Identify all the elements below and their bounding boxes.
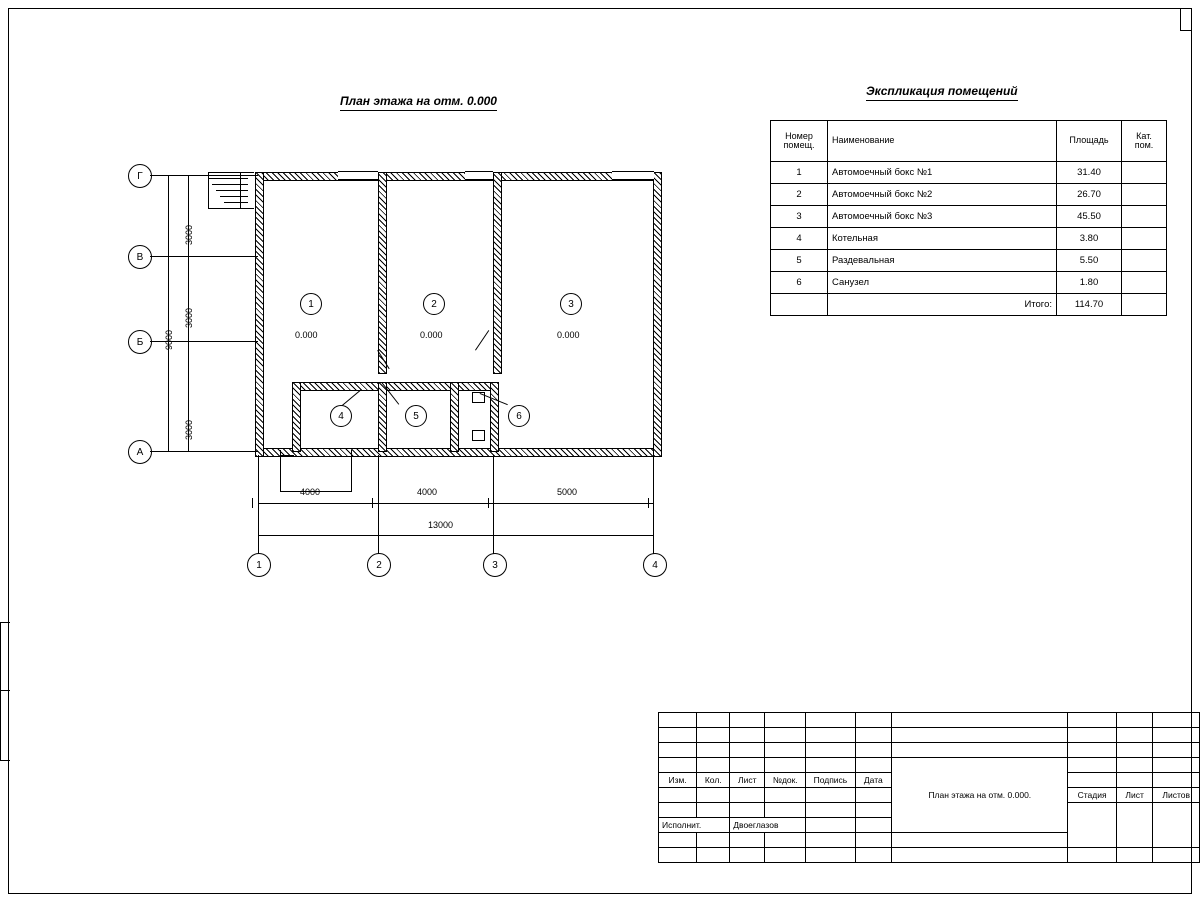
table-row — [771, 184, 1167, 206]
stair-tread-4 — [220, 196, 248, 197]
tb-cell — [855, 758, 892, 773]
cell-area: 5.50 — [1057, 250, 1122, 272]
performer-label: Исполнит. — [659, 818, 730, 833]
stage-label: Стадия — [1068, 788, 1116, 803]
service-partition-a — [378, 382, 387, 452]
dim-tick-h-1 — [372, 498, 373, 508]
tb-cell — [892, 713, 1068, 728]
tb-cell — [1068, 743, 1116, 758]
tb-cell — [765, 713, 806, 728]
wall-left — [255, 172, 264, 457]
tb-cell — [659, 713, 697, 728]
room-marker-1[interactable]: 1 — [300, 293, 322, 315]
tb-cell — [1068, 713, 1116, 728]
tb-cell — [730, 758, 765, 773]
service-block-left-wall — [292, 382, 301, 452]
elevation-mark-3: 0.000 — [557, 330, 580, 340]
stair-tread-5 — [224, 202, 248, 203]
tb-cell — [730, 728, 765, 743]
elevation-mark-2: 0.000 — [420, 330, 443, 340]
tb-cell — [855, 788, 892, 803]
tb-cell — [697, 788, 730, 803]
stair-tread-3 — [216, 190, 248, 191]
tb-cell — [697, 728, 730, 743]
tb-cell — [855, 803, 892, 818]
cell-name: Раздевальная — [828, 250, 1057, 272]
elevation-mark-1: 0.000 — [295, 330, 318, 340]
cell-number: 3 — [771, 206, 828, 228]
title-block-row — [659, 743, 1200, 758]
header-area: Площадь — [1057, 121, 1122, 162]
cell-name: Автомоечный бокс №1 — [828, 162, 1057, 184]
col-izm: Изм. — [659, 773, 697, 788]
title-block-row — [659, 728, 1200, 743]
dim-horizontal-4000-a: 4000 — [300, 487, 321, 497]
tb-cell — [1116, 713, 1153, 728]
partition-axis-3 — [493, 172, 502, 374]
tb-cell — [659, 803, 697, 818]
sheets-label: Листов — [1153, 788, 1200, 803]
col-podpis: Подпись — [806, 773, 855, 788]
tb-cell — [855, 818, 892, 833]
tb-cell — [1153, 743, 1200, 758]
gate-line-1a — [338, 171, 378, 172]
gate-line-3b — [612, 179, 654, 180]
tb-cell — [697, 803, 730, 818]
dim-tick-v-1 — [182, 175, 194, 176]
cell-name: Автомоечный бокс №2 — [828, 184, 1057, 206]
axis-line-g — [150, 175, 258, 176]
tb-cell — [1116, 758, 1153, 773]
sheet-left-mark-3 — [0, 760, 10, 761]
cell-cat — [1122, 162, 1167, 184]
axis-marker-b[interactable]: Б — [128, 330, 152, 354]
cell-area: 26.70 — [1057, 184, 1122, 206]
tb-cell — [855, 848, 892, 863]
dim-tick-v-2 — [182, 256, 194, 257]
table-row — [771, 162, 1167, 184]
tb-cell — [1153, 758, 1200, 773]
service-partition-c — [490, 382, 499, 452]
tb-cell — [806, 788, 855, 803]
dim-tick-v-3 — [182, 341, 194, 342]
stair-bottom — [208, 208, 254, 209]
title-block — [658, 712, 1200, 863]
col-list: Лист — [730, 773, 765, 788]
sheet-left-mark-2 — [0, 690, 10, 691]
tb-cell — [1068, 773, 1116, 788]
tb-cell — [697, 743, 730, 758]
tb-cell — [1068, 848, 1116, 863]
tb-cell — [1068, 758, 1116, 773]
title-block-row — [659, 848, 1200, 863]
header-number: Номер помещ. — [771, 121, 828, 162]
tb-cell — [765, 743, 806, 758]
service-block-top-wall — [292, 382, 499, 391]
cell-area: 31.40 — [1057, 162, 1122, 184]
table-row — [771, 250, 1167, 272]
dim-vertical-3000-mid: 3000 — [184, 307, 194, 328]
axis-line-2 — [378, 455, 379, 565]
tb-cell — [697, 713, 730, 728]
axis-line-3 — [493, 455, 494, 565]
axis-line-1 — [258, 455, 259, 565]
cell-area: 1.80 — [1057, 272, 1122, 294]
table-header-row — [771, 121, 1167, 162]
col-data: Дата — [855, 773, 892, 788]
cell-cat — [1122, 184, 1167, 206]
axis-marker-a[interactable]: А — [128, 440, 152, 464]
tb-cell — [659, 833, 697, 848]
tb-cell — [1116, 743, 1153, 758]
cell-number: 4 — [771, 228, 828, 250]
cell-name: Санузел — [828, 272, 1057, 294]
tb-cell — [1116, 848, 1153, 863]
tb-cell — [1116, 773, 1153, 788]
tb-cell — [765, 803, 806, 818]
dim-tick-v-4 — [182, 451, 194, 452]
table-total-row — [771, 294, 1167, 316]
explication-title: Экспликация помещений — [866, 84, 1018, 101]
sink-fixture — [472, 430, 485, 441]
tb-cell — [806, 743, 855, 758]
sheet-label: Лист — [1116, 788, 1153, 803]
dim-vertical-3000-bottom: 3000 — [184, 419, 194, 440]
stair-tread-1 — [208, 178, 248, 179]
tb-cell — [765, 758, 806, 773]
room-marker-4[interactable]: 4 — [330, 405, 352, 427]
gate-line-2b — [465, 179, 493, 180]
tb-cell — [765, 728, 806, 743]
stair-tread-2 — [212, 184, 248, 185]
tb-cell — [1153, 773, 1200, 788]
tb-cell — [855, 728, 892, 743]
tb-cell — [1116, 803, 1153, 848]
tb-cell — [1116, 728, 1153, 743]
cell-number: 1 — [771, 162, 828, 184]
header-cat: Кат. пом. — [1122, 121, 1167, 162]
tb-cell — [1068, 728, 1116, 743]
tb-cell — [765, 788, 806, 803]
sheet-left-margin-line — [0, 622, 1, 760]
tb-cell — [806, 833, 855, 848]
tb-cell — [659, 743, 697, 758]
tb-cell — [697, 833, 730, 848]
tb-cell — [697, 758, 730, 773]
axis-line-v — [150, 256, 258, 257]
axis-marker-2[interactable]: 2 — [367, 553, 391, 577]
dim-horizontal-total: 13000 — [428, 520, 454, 530]
porch-left — [280, 450, 281, 492]
total-cat — [1122, 294, 1167, 316]
cell-cat — [1122, 272, 1167, 294]
tb-cell — [730, 743, 765, 758]
tb-cell — [892, 848, 1068, 863]
tb-cell — [1153, 713, 1200, 728]
tb-cell — [659, 848, 697, 863]
tb-cell — [806, 728, 855, 743]
gate-line-1b — [338, 179, 378, 180]
room-marker-3[interactable]: 3 — [560, 293, 582, 315]
table-row — [771, 206, 1167, 228]
tb-cell — [730, 803, 765, 818]
performer-name: Двоеглазов — [730, 818, 806, 833]
title-block-row — [659, 758, 1200, 773]
col-ndok: №док. — [765, 773, 806, 788]
tb-cell — [765, 848, 806, 863]
tb-cell — [855, 713, 892, 728]
partition-axis-2 — [378, 172, 387, 374]
total-blank — [771, 294, 828, 316]
gate-line-2a — [465, 171, 493, 172]
axis-marker-g[interactable]: Г — [128, 164, 152, 188]
cell-name: Котельная — [828, 228, 1057, 250]
plan-title: План этажа на отм. 0.000 — [340, 94, 497, 111]
tb-cell — [765, 833, 806, 848]
tb-cell — [659, 728, 697, 743]
dim-tick-h-3 — [648, 498, 649, 508]
cell-cat — [1122, 250, 1167, 272]
gate-line-3a — [612, 171, 654, 172]
total-label: Итого: — [828, 294, 1057, 316]
dim-horizontal-5000: 5000 — [557, 487, 578, 497]
cell-cat — [1122, 206, 1167, 228]
tb-cell — [892, 743, 1068, 758]
header-name: Наименование — [828, 121, 1057, 162]
tb-cell — [806, 758, 855, 773]
tb-cell — [806, 803, 855, 818]
table-row — [771, 272, 1167, 294]
dim-total-line — [258, 535, 654, 536]
dim-tick-h-0 — [252, 498, 253, 508]
explication-table — [770, 120, 1167, 316]
tb-cell — [855, 743, 892, 758]
cell-area: 45.50 — [1057, 206, 1122, 228]
tb-cell — [730, 833, 765, 848]
cell-number: 2 — [771, 184, 828, 206]
stair-rail — [240, 172, 241, 208]
wall-top — [255, 172, 662, 181]
tb-cell — [806, 713, 855, 728]
tb-cell — [659, 788, 697, 803]
room-marker-6[interactable]: 6 — [508, 405, 530, 427]
axis-line-a — [150, 451, 258, 452]
axis-marker-4[interactable]: 4 — [643, 553, 667, 577]
axis-line-4 — [653, 455, 654, 565]
tb-cell — [806, 818, 855, 833]
room-marker-2[interactable]: 2 — [423, 293, 445, 315]
total-value: 114.70 — [1057, 294, 1122, 316]
cell-cat — [1122, 228, 1167, 250]
leader-room-4 — [342, 390, 361, 406]
cell-number: 6 — [771, 272, 828, 294]
tb-cell — [806, 848, 855, 863]
tb-cell — [1153, 848, 1200, 863]
room-marker-5[interactable]: 5 — [405, 405, 427, 427]
tb-cell — [730, 713, 765, 728]
axis-marker-1[interactable]: 1 — [247, 553, 271, 577]
stair-top — [208, 172, 254, 173]
floor-plan — [120, 150, 720, 590]
tb-cell — [1153, 728, 1200, 743]
cell-area: 3.80 — [1057, 228, 1122, 250]
tb-cell — [1068, 803, 1116, 848]
sheet-title-cell: План этажа на отм. 0.000. — [892, 758, 1068, 833]
axis-marker-v[interactable]: В — [128, 245, 152, 269]
col-kol: Кол. — [697, 773, 730, 788]
title-block-row — [659, 713, 1200, 728]
sheet-left-mark-1 — [0, 622, 10, 623]
wall-right — [653, 172, 662, 457]
cell-number: 5 — [771, 250, 828, 272]
service-partition-b — [450, 382, 459, 452]
tb-cell — [1153, 803, 1200, 848]
dim-line-vertical-outer — [168, 175, 169, 451]
tb-cell — [697, 848, 730, 863]
tb-cell — [855, 833, 892, 848]
dim-vertical-3000-top: 3000 — [184, 224, 194, 245]
tb-cell — [659, 758, 697, 773]
tb-cell — [730, 848, 765, 863]
tb-cell — [730, 788, 765, 803]
cell-name: Автомоечный бокс №3 — [828, 206, 1057, 228]
dim-horizontal-4000-b: 4000 — [417, 487, 438, 497]
dim-vertical-total: 9000 — [164, 329, 174, 350]
sheet-corner-mark-top-right — [1180, 8, 1191, 31]
porch-right — [351, 450, 352, 492]
dim-tick-h-2 — [488, 498, 489, 508]
leader-partition-3 — [475, 330, 489, 350]
axis-marker-3[interactable]: 3 — [483, 553, 507, 577]
table-row — [771, 228, 1167, 250]
tb-cell — [892, 728, 1068, 743]
porch-step — [280, 455, 294, 456]
dim-chain-line — [258, 503, 654, 504]
